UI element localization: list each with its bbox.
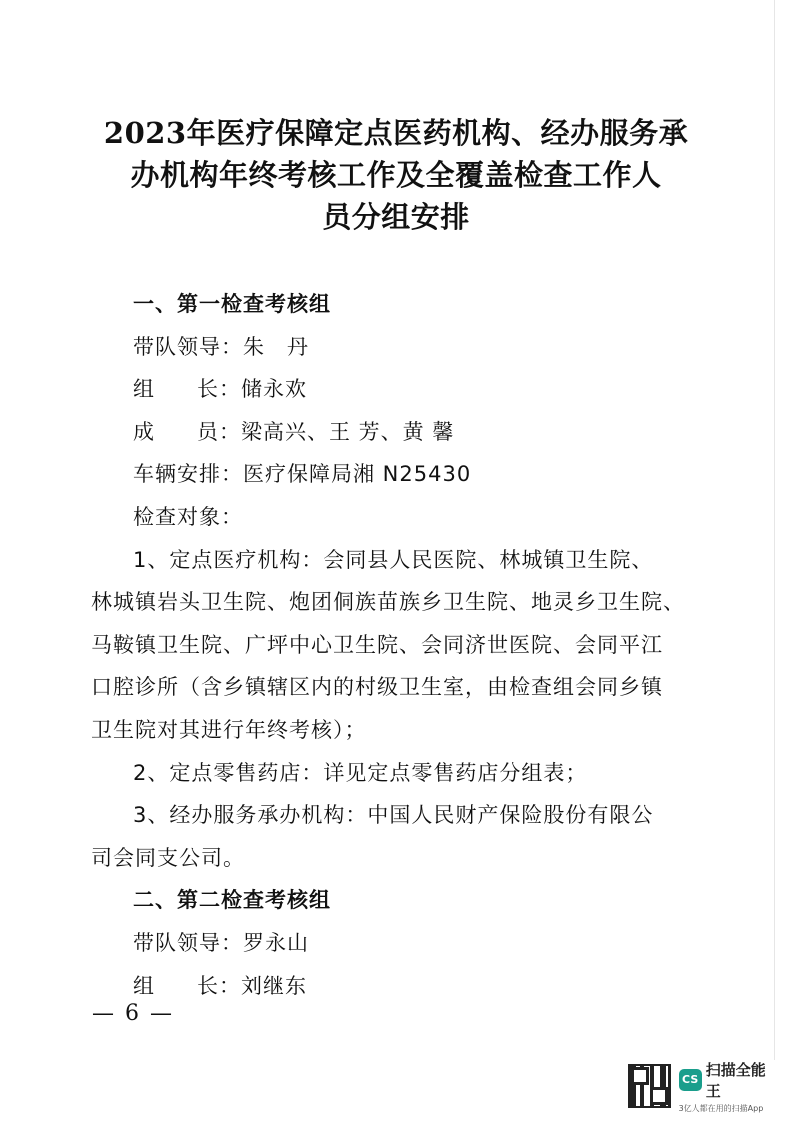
group1-chief-label: 组 [133, 377, 155, 402]
watermark-tagline: 3亿人都在用的扫描App [678, 1103, 764, 1113]
group2-chief-value: 长：刘继东 [197, 973, 307, 998]
group1-item3-line2: 司会同支公司。 [91, 845, 245, 870]
group2-chief-label: 组 [133, 973, 155, 998]
group2-chief [91, 965, 703, 1008]
group1-item1-line5: 卫生院对其进行年终考核）； [91, 717, 367, 742]
scanner-watermark [628, 1060, 778, 1113]
watermark-text [679, 1059, 778, 1114]
group1-leader: 带队领导：朱 丹 [133, 334, 309, 359]
group1-members-label: 成 [133, 419, 155, 444]
group1-chief-value: 长：储永欢 [197, 377, 307, 402]
document-title [80, 112, 712, 238]
group1-item3-line1: 3、经办服务承办机构：中国人民财产保险股份有限公 [133, 803, 654, 828]
page-number: — 6 — [92, 1001, 174, 1026]
document-body [91, 283, 703, 1007]
watermark-app-name: 扫描全能王 [705, 1060, 766, 1100]
group1-item1-line3: 马鞍镇卫生院、广坪中心卫生院、会同济世医院、会同平江 [91, 632, 663, 657]
group1-item1-line4: 口腔诊所（含乡镇辖区内的村级卫生室，由检查组会同乡镇 [91, 675, 663, 700]
group1-members-value: 员：梁高兴、王 芳、黄 馨 [197, 419, 455, 444]
group2-leader: 带队领导：罗永山 [133, 930, 309, 955]
group1-heading: 一、第一检查考核组 [133, 292, 331, 316]
title-line-1: 2023年医疗保障定点医药机构、经办服务承 [103, 116, 689, 150]
group1-vehicle: 车辆安排：医疗保障局湘 N25430 [133, 462, 472, 487]
title-line-3: 员分组安排 [322, 200, 470, 234]
scan-edge-line [774, 0, 775, 1060]
group1-item1-line1: 1、定点医疗机构：会同县人民医院、林城镇卫生院、 [133, 547, 654, 572]
group1-targets-label: 检查对象： [133, 504, 243, 529]
group1-chief [91, 368, 703, 411]
title-line-2: 办机构年终考核工作及全覆盖检查工作人 [130, 158, 662, 192]
group1-members [91, 411, 703, 454]
qr-code-icon [628, 1064, 671, 1108]
group2-heading: 二、第二检查考核组 [133, 888, 331, 913]
group1-item2: 2、定点零售药店：详见定点零售药店分组表； [133, 760, 588, 785]
camscanner-logo-icon: CS [679, 1069, 702, 1091]
group1-item1-line2: 林城镇岩头卫生院、炮团侗族苗族乡卫生院、地灵乡卫生院、 [91, 590, 685, 615]
